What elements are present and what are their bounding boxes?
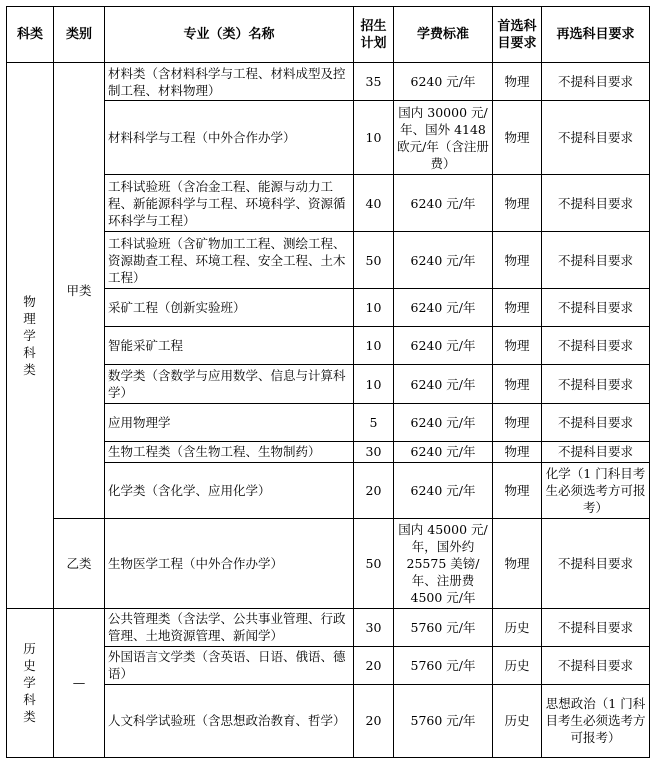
second-subject-cell: 不提科目要求: [542, 518, 650, 608]
major-cell: 生物工程类（含生物工程、生物制药）: [105, 442, 354, 462]
admissions-table: [6, 6, 650, 758]
second-subject-cell: 不提科目要求: [542, 289, 650, 327]
tuition-cell: 6240 元/年: [394, 365, 493, 404]
second-subject-cell: 化学（1 门科目考生必须选考方可报考）: [542, 462, 650, 518]
tuition-cell: 6240 元/年: [394, 404, 493, 442]
tuition-cell: 5760 元/年: [394, 608, 493, 646]
quota-cell: 10: [354, 101, 394, 175]
major-cell: 数学类（含数学与应用数学、信息与计算科学）: [105, 365, 354, 404]
header-major: 专业（类）名称: [105, 7, 354, 63]
second-subject-cell: 不提科目要求: [542, 404, 650, 442]
header-tuition: 学费标准: [394, 7, 493, 63]
major-cell: 公共管理类（含法学、公共事业管理、行政管理、土地资源管理、新闻学）: [105, 608, 354, 646]
header-second-subject: 再选科目要求: [542, 7, 650, 63]
tuition-cell: 6240 元/年: [394, 175, 493, 232]
category-none: —: [54, 608, 105, 757]
tuition-cell: 6240 元/年: [394, 289, 493, 327]
first-subject-cell: 物理: [493, 289, 542, 327]
major-cell: 外国语言文学类（含英语、日语、俄语、德语）: [105, 646, 354, 684]
first-subject-cell: 物理: [493, 232, 542, 289]
major-cell: 材料类（含材料科学与工程、材料成型及控制工程、材料物理）: [105, 63, 354, 101]
table-row: [7, 63, 650, 101]
quota-cell: 10: [354, 365, 394, 404]
table-row: [7, 518, 650, 608]
quota-cell: 20: [354, 462, 394, 518]
first-subject-cell: 历史: [493, 646, 542, 684]
quota-cell: 5: [354, 404, 394, 442]
first-subject-cell: 物理: [493, 404, 542, 442]
quota-cell: 50: [354, 232, 394, 289]
first-subject-cell: 物理: [493, 365, 542, 404]
category-a: 甲类: [54, 63, 105, 519]
second-subject-cell: 思想政治（1 门科目考生必须选考方可报考）: [542, 684, 650, 757]
second-subject-cell: 不提科目要求: [542, 365, 650, 404]
quota-cell: 20: [354, 684, 394, 757]
second-subject-cell: 不提科目要求: [542, 232, 650, 289]
second-subject-cell: 不提科目要求: [542, 608, 650, 646]
first-subject-cell: 物理: [493, 101, 542, 175]
first-subject-cell: 物理: [493, 63, 542, 101]
major-cell: 生物医学工程（中外合作办学）: [105, 518, 354, 608]
first-subject-cell: 历史: [493, 684, 542, 757]
first-subject-cell: 物理: [493, 175, 542, 232]
quota-cell: 20: [354, 646, 394, 684]
quota-cell: 40: [354, 175, 394, 232]
first-subject-cell: 物理: [493, 327, 542, 365]
header-row: [7, 7, 650, 63]
quota-cell: 10: [354, 289, 394, 327]
second-subject-cell: 不提科目要求: [542, 63, 650, 101]
tuition-cell: 5760 元/年: [394, 684, 493, 757]
major-cell: 人文科学试验班（含思想政治教育、哲学）: [105, 684, 354, 757]
major-cell: 智能采矿工程: [105, 327, 354, 365]
discipline-history: 历史 学科 类: [7, 608, 54, 757]
header-category: 类别: [54, 7, 105, 63]
category-b: 乙类: [54, 518, 105, 608]
second-subject-cell: 不提科目要求: [542, 442, 650, 462]
major-cell: 工科试验班（含冶金工程、能源与动力工程、新能源科学与工程、环境科学、资源循环科学与工程）: [105, 175, 354, 232]
tuition-cell: 国内 45000 元/年，国外约 25575 美镑/年、注册费 4500 元/年: [394, 518, 493, 608]
major-cell: 化学类（含化学、应用化学）: [105, 462, 354, 518]
tuition-cell: 6240 元/年: [394, 63, 493, 101]
major-cell: 采矿工程（创新实验班）: [105, 289, 354, 327]
quota-cell: 10: [354, 327, 394, 365]
header-discipline: 科类: [7, 7, 54, 63]
major-cell: 工科试验班（含矿物加工工程、测绘工程、资源勘查工程、环境工程、安全工程、土木工程）: [105, 232, 354, 289]
quota-cell: 30: [354, 608, 394, 646]
tuition-cell: 6240 元/年: [394, 462, 493, 518]
second-subject-cell: 不提科目要求: [542, 327, 650, 365]
table-row: [7, 608, 650, 646]
quota-cell: 50: [354, 518, 394, 608]
tuition-cell: 国内 30000 元/年、国外 4148 欧元/年（含注册费）: [394, 101, 493, 175]
first-subject-cell: 物理: [493, 462, 542, 518]
second-subject-cell: 不提科目要求: [542, 646, 650, 684]
quota-cell: 30: [354, 442, 394, 462]
major-cell: 材料科学与工程（中外合作办学）: [105, 101, 354, 175]
second-subject-cell: 不提科目要求: [542, 175, 650, 232]
second-subject-cell: 不提科目要求: [542, 101, 650, 175]
first-subject-cell: 历史: [493, 608, 542, 646]
first-subject-cell: 物理: [493, 442, 542, 462]
quota-cell: 35: [354, 63, 394, 101]
tuition-cell: 6240 元/年: [394, 442, 493, 462]
tuition-cell: 5760 元/年: [394, 646, 493, 684]
discipline-physics: 物 理 学 科 类: [7, 63, 54, 609]
tuition-cell: 6240 元/年: [394, 327, 493, 365]
major-cell: 应用物理学: [105, 404, 354, 442]
header-quota: 招生计划: [354, 7, 394, 63]
first-subject-cell: 物理: [493, 518, 542, 608]
header-first-subject: 首选科目要求: [493, 7, 542, 63]
tuition-cell: 6240 元/年: [394, 232, 493, 289]
